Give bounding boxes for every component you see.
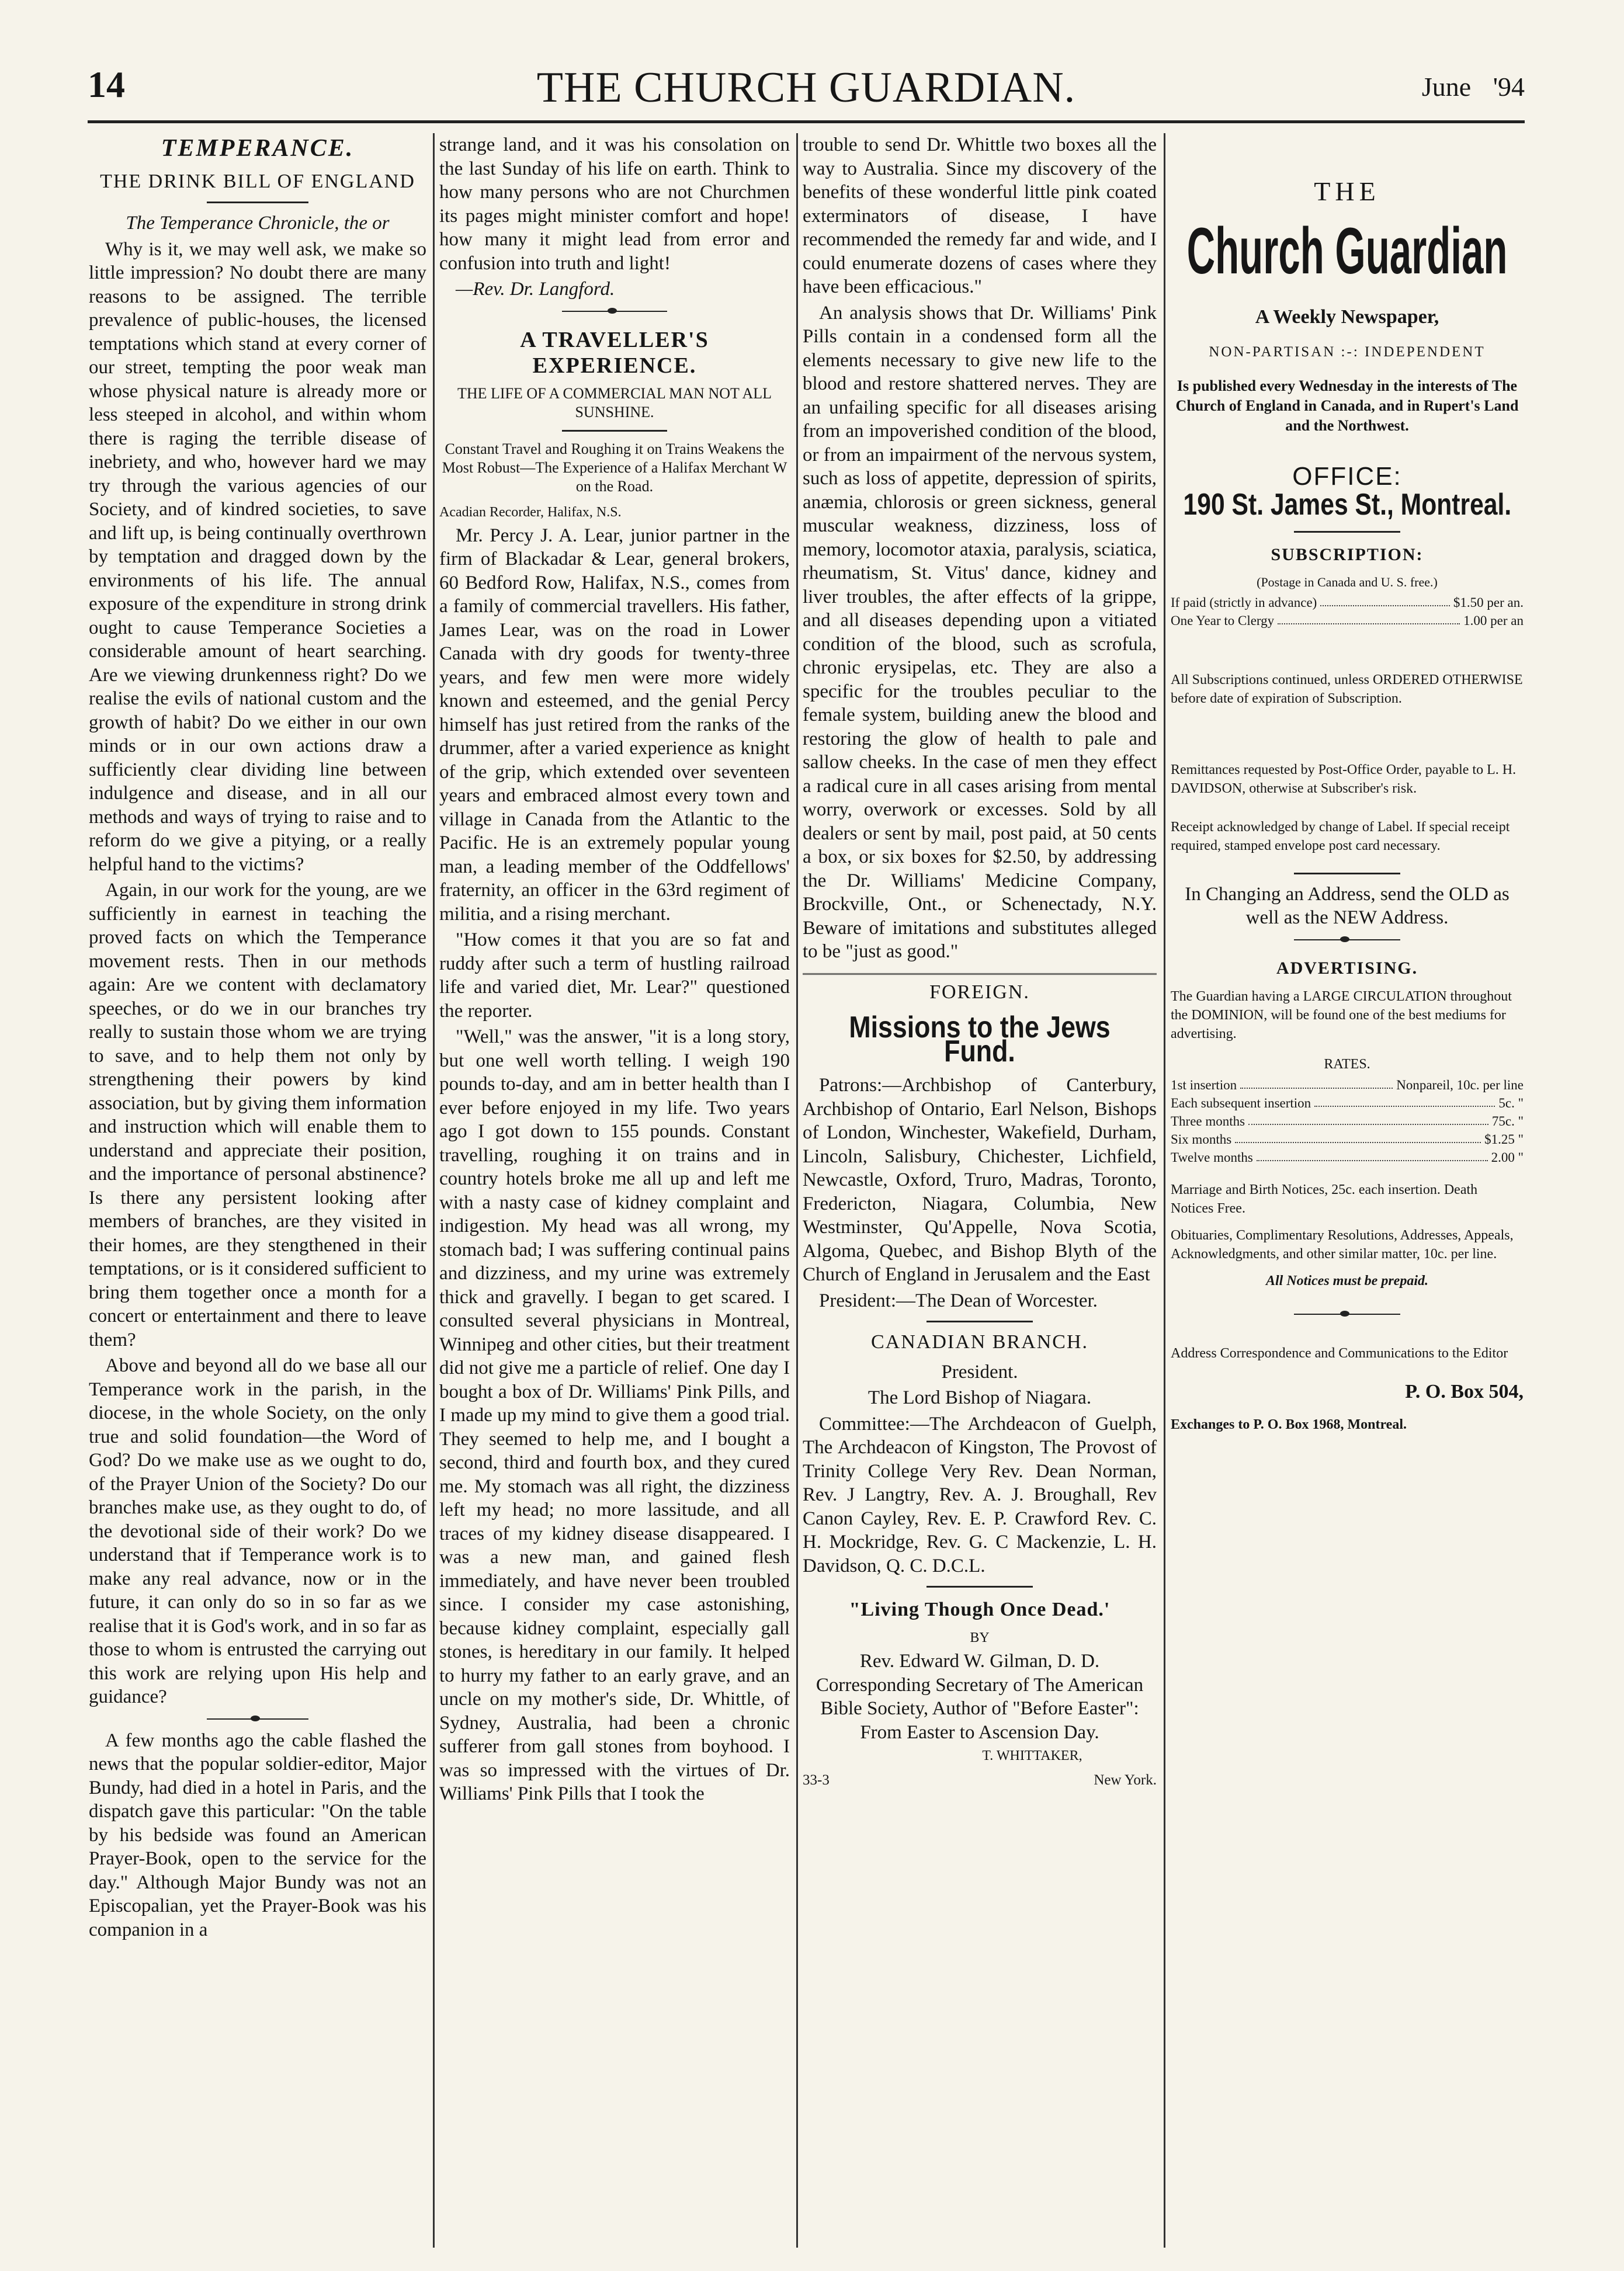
leader-dots [1257,1148,1488,1161]
column-divider [1164,133,1165,2248]
column-divider [796,133,798,2248]
ornament-separator [89,1713,426,1725]
po-box: P. O. Box 504, [1405,1380,1524,1402]
row-value: 75c. " [1491,1113,1524,1128]
masthead-tagline: A Weekly Newspaper, [1255,305,1439,328]
president-label: President. [941,1361,1018,1383]
office-address: 190 St. James St., Montreal. [1183,488,1512,522]
rule [207,202,308,203]
column-divider [433,133,435,2248]
rule [1294,531,1400,533]
issue-year: '94 [1493,72,1525,102]
row-label: Twelve months [1171,1150,1253,1165]
subscription-row [1171,593,1524,612]
source-line: Acadian Recorder, Halifax, N.S. [439,504,622,520]
prepaid-notice: All Notices must be prepaid. [1266,1273,1428,1289]
postage-note: (Postage in Canada and U. S. free.) [1257,574,1438,589]
row-label: Six months [1171,1131,1232,1147]
column-temperance [89,133,426,2248]
row-label: Each subsequent insertion [1171,1095,1311,1110]
president-text: President:—The Dean of Worcester. [819,1290,1098,1311]
signature: —Rev. Dr. Langford. [456,279,615,300]
paragraph: Above and beyond all do we base all our Temperance work in the parish, in the diocese, in the whole Society, on the only true and solid foundation—the Word of God? Do we make use as we ought to do, of the Prayer Union of the Society? Do our branches make use, as they ought to do, of the devotional side of their work? Do we understand that if Temperance work is to make any real advance, now or in the future, it can only do so in so far as we realise that it is God's work, and in so far as those to whom is entrusted the carrying out this work are relying upon His help and guidance? [89,1355,426,1707]
change-address-notice: In Changing an Address, send the OLD as well as the NEW Address. [1185,883,1510,928]
paragraph: "How comes it that you are so fat and ruddy after such a term of hustling railroad life and varied diet, Mr. Lear?" questioned the reporter. [439,929,790,1022]
leader-dots [1314,1094,1495,1107]
marriage-notice: Marriage and Birth Notices, 25c. each insertion. Death Notices Free. [1171,1182,1478,1216]
traveller-subheading: THE LIFE OF A COMMERCIAL MAN NOT ALL SUNSHINE. [457,384,772,421]
correspondence-notice: Address Correspondence and Communications to the Editor [1171,1345,1508,1361]
column-masthead [1171,133,1524,2248]
issue-month: June [1421,72,1472,102]
leader-dots [1235,1130,1481,1143]
row-value: 1.00 per an [1463,613,1524,628]
remittances-notice: Remittances requested by Post-Office Order, payable to L. H. DAVIDSON, otherwise at Subscriber's risk. [1171,762,1517,796]
page-number: 14 [88,64,125,105]
row-value: $1.25 " [1484,1131,1524,1147]
paragraph: strange land, and it was his consolation on the last Sunday of his life on earth. Think to how many persons who are not Churchmen its pages might minister comfort and hope! how many it might lead from error and confusion into truth and light! [439,134,790,274]
column-traveller [439,133,790,2248]
continued-notice: All Subscriptions continued, unless ORDERED OTHERWISE before date of expiration of Subscription. [1171,672,1523,706]
row-label: 1st insertion [1171,1077,1237,1092]
paragraph: Mr. Percy J. A. Lear, junior partner in the firm of Blackadar & Lear, general brokers, 60 Bedford Row, Halifax, N.S., comes from a family of commercial travellers. His father, James Lear, was on the road in Lower Canada with dry goods for twenty-three years, and few men were more widely known and esteemed, and the genial Percy himself has just retired from the ranks of the drummer, after a varied experience as knight of the grip, which extended over seventeen years and embraced almost every town and village in Canada from the Atlantic to the Pacific. He is an extremely popular young man, a leading member of the Oddfellows' fraternity, an officer in the 63rd regiment of militia, and a rising merchant. [439,525,790,925]
page-header [88,63,1525,117]
patrons-text: Patrons:—Archbishop of Canterbury, Archbishop of Ontario, Earl Nelson, Bishops of London, Winchester, Wakefield, Durham, Lincoln, Salisbury, Chichester, Lichfield, Newcastle, Oxford, Truro, Madras, Toronto, Fredericton, Niagara, Columbia, New Westminster, Qu'Appelle, Nova Scotia, Algoma, Quebec, and Bishop Blyth of the Church of England in Jerusalem and the East [803,1075,1157,1285]
missions-heading: Missions to the Jews Fund. [849,1011,1111,1068]
rate-row [1171,1076,1524,1094]
row-label: If paid (strictly in advance) [1171,595,1317,610]
foreign-heading: FOREIGN. [929,981,1030,1003]
column-missions [803,133,1157,2248]
rate-row [1171,1112,1524,1130]
author-text: Rev. Edward W. Gilman, D. D. Corresponding Secretary of The American Bible Society, Author of "Before Easter": From Easter to Ascension Day. [816,1651,1144,1743]
ad-code: 33-3 [803,1772,830,1788]
masthead-the: THE [1314,176,1380,206]
row-value: 2.00 " [1491,1150,1524,1165]
nonpartisan-line: NON-PARTISAN :-: INDEPENDENT [1209,344,1486,360]
living-heading: "Living Though Once Dead.' [849,1599,1111,1620]
rule [926,1586,1033,1588]
advertising-text: The Guardian having a LARGE CIRCULATION throughout the DOMINION, will be found one of the best mediums for advertising. [1171,988,1512,1041]
issue-date [1422,71,1525,102]
drink-bill-heading: THE DRINK BILL OF ENGLAND [100,170,415,192]
ad-city: New York. [1094,1772,1157,1788]
advertising-heading: ADVERTISING. [1276,958,1418,978]
ornament-separator [1171,1308,1524,1321]
ad-signoff [803,1769,1157,1793]
paragraph: An analysis shows that Dr. Williams' Pink Pills contain in a condensed form all the elements necessary to give new life to the blood and restore shattered nerves. They are an unfailing specific for all diseases arising from an impoverished condition of the blood, or from an impairment of the nervous system, such as loss of appetite, depression of spirits, anæmia, chlorosis or green sickness, general muscular weakness, dizziness, loss of memory, locomotor ataxia, paralysis, sciatica, rheumatism, St. Vitus' dance, kidney and liver troubles, the after effects of la grippe, and all diseases depending upon a vitiated condition of the blood, such as scrofula, chronic erysipelas, etc. They are also a specific for the troubles peculiar to the female system, building anew the blood and restoring the glow of health to pale and sallow cheeks. In the case of men they effect a radical cure in all cases arising from mental worry, overwork or excesses. Sold by all dealers or sent by mail, post paid, at 50 cents a box, or six boxes for $2.50, by addressing the Dr. Williams' Medicine Company, Brockville, Ont., or Schenectady, N.Y. Beware of imitations and substitutes alleged to be "just as good." [803,302,1157,962]
rule [562,430,667,432]
temperance-heading: TEMPERANCE. [161,135,355,162]
published-line: Is published every Wednesday in the interests of The Church of England in Canada, and in Rupert's Land and the Northwest. [1175,377,1519,434]
masthead-name: Church Guardian [1186,214,1508,287]
rule [1294,873,1400,874]
receipt-notice: Receipt acknowledged by change of Label. If special receipt required, stamped envelope post card necessary. [1171,819,1510,853]
paragraph: Again, in our work for the young, are we sufficiently in earnest in teaching the proved facts on which the Temperance movement rests. Then in our methods again: Are we content with declamatory speeches, or do we in our branches try really to sustain those whom we are trying to save, and to help them not only by strengthening their powers by kind association, but by giving them information and instruction which will enable them to understand and appreciate their position, and the importance of personal abstinence? Is there any persistent looking after members of branches, are they visited in their homes, are they stengthened in their temptations, or is it considered sufficient to bring them together once a month for a concert or entertainment and there to leave them? [89,880,426,1350]
president-name: The Lord Bishop of Niagara. [867,1387,1092,1408]
paragraph: Why is it, we may well ask, we make so little impression? No doubt there are many reasons to be assigned. The terrible prevalence of public-houses, the licensed temptations which stand at every corner of our street, tempting the poor weak man whose physical nature is already more or less steeped in alcohol, and within whom there is raging the terrible disease of inebriety, and who, however hard we may try through the various agencies of our Society, and of kindred societies, to save and lift up, is being continually overthrown by temptation and dragged down by the environments of his life. The annual exposure of the expenditure in strong drink ought to cause Temperance Societies a considerable amount of heart searching. Are we viewing drunkenness right? Do we realise the evils of national custom and the growth of habit? Do we either in our own minds or in our own actions draw a sufficiently clear dividing line between indulgence and disease, and in all our methods and ways of trying to raise and to reform do we give a pitying, or a really helpful hand to the victims? [89,238,426,875]
leader-dots [1248,1112,1488,1125]
row-value: 5c. " [1498,1095,1524,1110]
row-value: Nonpareil, 10c. per line [1396,1077,1524,1092]
ornament-separator [439,305,790,318]
obituaries-notice: Obituaries, Complimentary Resolutions, Addresses, Appeals, Acknowledgments, and other similar matter, 10c. per line. [1171,1227,1514,1262]
row-value: $1.50 per an. [1453,595,1524,610]
ornament-separator [1171,933,1524,946]
rate-row [1171,1094,1524,1112]
rate-row [1171,1148,1524,1166]
source-line: The Temperance Chronicle, the or [126,213,390,234]
subscription-heading: SUBSCRIPTION: [1271,544,1424,564]
rates-heading: RATES. [1324,1056,1370,1072]
subscription-row [1171,612,1524,630]
office-label: OFFICE: [1292,461,1402,491]
rule [926,1321,1033,1322]
committee-text: Committee:—The Archdeacon of Guelph, The Archdeacon of Kingston, The Provost of Trinity College Very Rev. Dean Norman, Rev. J Langtry, Rev. A. J. Broughall, Rev Canon Cayley, Rev. E. P. Crawford Rev. C. H. Mockridge, Rev. G. C Mackenzie, L. H. Davidson, Q. C. D.C.L. [803,1413,1157,1576]
paragraph: "Well," was the answer, "it is a long story, but one well worth telling. I weigh 190 pounds to-day, and am in better health than I ever before enjoyed in my life. Two years ago I got down to 155 pounds. Constant travelling, roughing it on trains and in country hotels broke me all up and left me with a nasty case of kidney complaint and indigestion. My head was all wrong, my stomach bad; I was suffering continual pains and dizziness, and my urine was extremely thick and gravelly. I began to get scared. I consulted several physicians in Montreal, Winnipeg and other cities, but their treatment did not give me a particle of relief. One day I bought a box of Dr. Williams' Pink Pills, and I made up my mind to give them a good trial. They seemed to help me, and I bought a second, third and fourth box, and they cured me. My stomach was all right, the dizziness left my head; no more lassitude, and all traces of my kidney disease disappeared. I was a new man, and gained flesh immediately, and have never been troubled since. I consider my case astonishing, because kidney complaint, especially gall stones, is hereditary in our family. It helped to hurry my father to an early grave, and an uncle on my mother's side, Dr. Whittle, of Sydney, Australia, had been a chronic sufferer from gall stones from boyhood. I was so impressed with the virtues of Dr. Williams' Pink Pills that I took the [439,1026,790,1804]
traveller-heading: A TRAVELLER'S EXPERIENCE. [520,327,709,378]
paragraph: trouble to send Dr. Whittle two boxes all the way to Australia. Since my discovery of the benefits of these wonderful little pink coated exterminators of disease, I have recommended the remedy far and wide, and I could enumerate dozens of cases where they have been efficacious." [803,134,1157,297]
leader-dots [1320,593,1450,606]
newspaper-title: THE CHURCH GUARDIAN. [536,64,1076,112]
rate-row [1171,1130,1524,1148]
exchanges-notice: Exchanges to P. O. Box 1968, Montreal. [1171,1417,1407,1432]
by-line: BY [970,1630,990,1645]
paragraph: A few months ago the cable flashed the news that the popular soldier-editor, Major Bundy, had died in a hotel in Paris, and the dispatch gave this particular: "On the table by his bedside was found an American Prayer-Book, open to the service for the day." Although Major Bundy was not an Episcopalian, yet the Prayer-Book was his companion in a [89,1730,426,1940]
header-rule [88,120,1525,123]
traveller-deck: Constant Travel and Roughing it on Trains Weakens the Most Robust—The Experience of a Halifax Merchant W on the Road. [442,440,787,495]
publisher: T. WHITTAKER, [982,1748,1082,1763]
row-label: One Year to Clergy [1171,613,1275,628]
section-rule [803,973,1157,975]
leader-dots [1278,612,1460,624]
row-label: Three months [1171,1113,1245,1128]
leader-dots [1240,1076,1393,1089]
canadian-branch-heading: CANADIAN BRANCH. [870,1331,1089,1353]
